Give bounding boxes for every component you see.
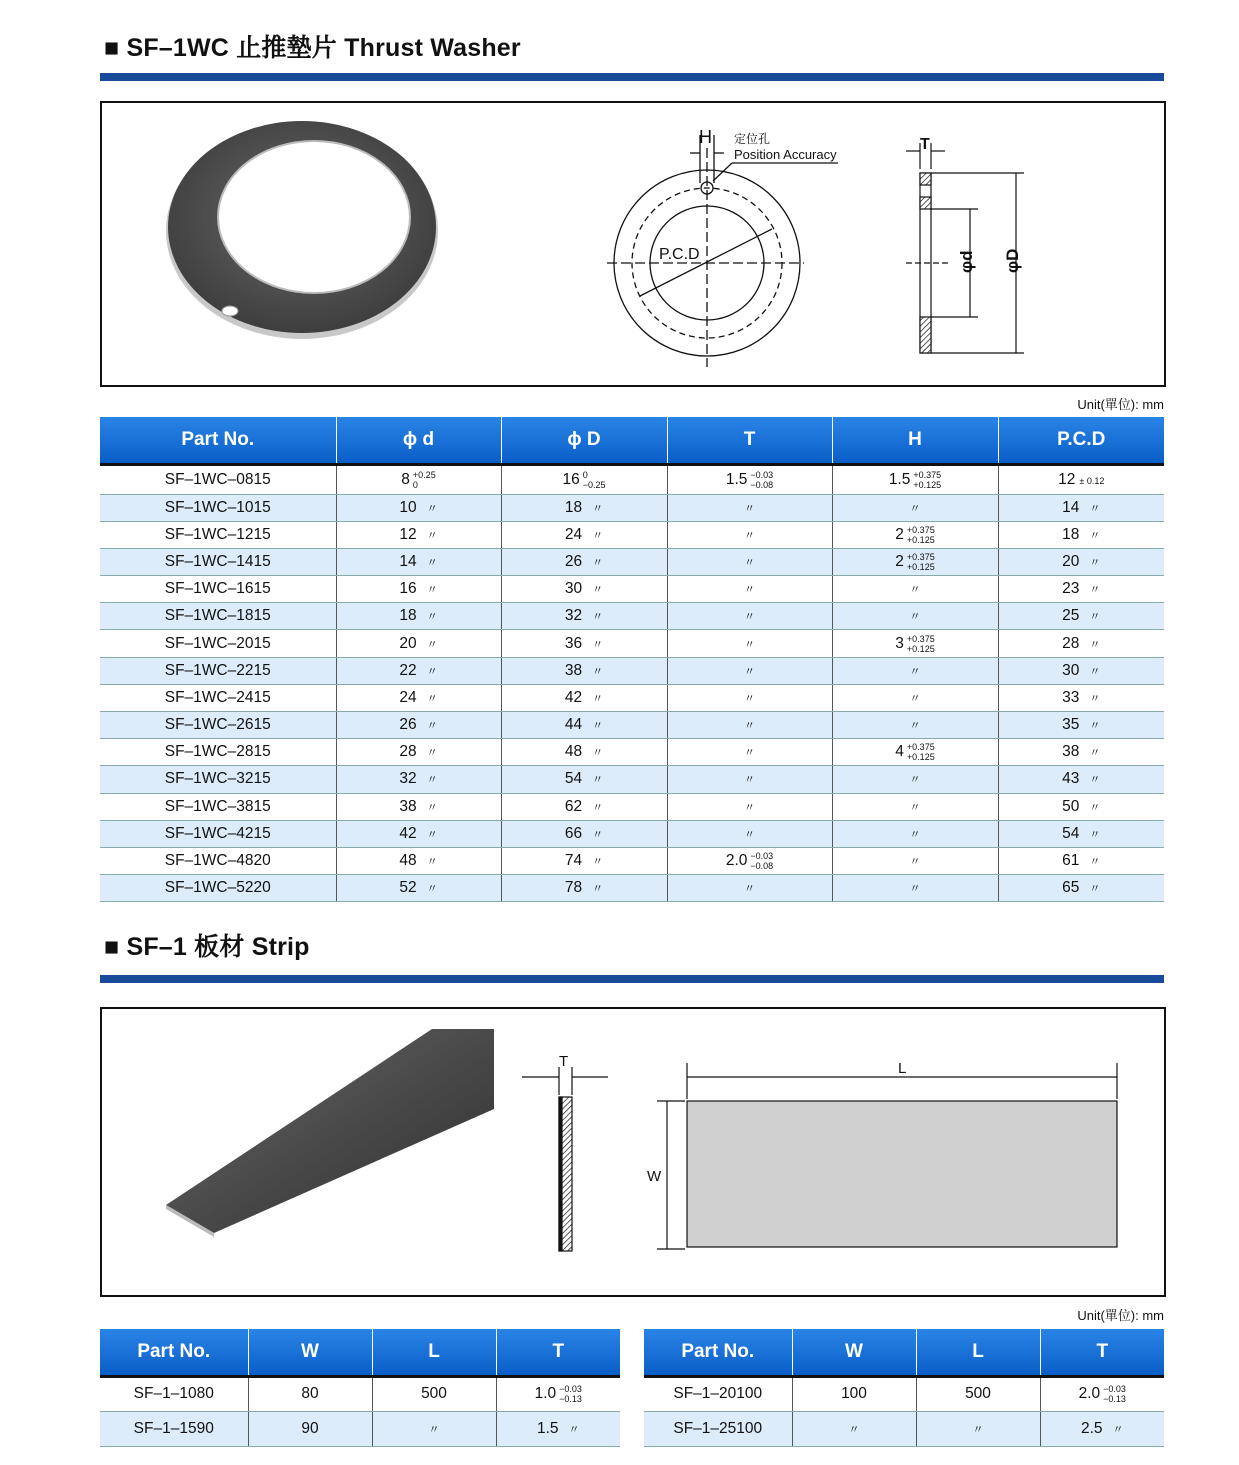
outer-d-value: 62	[564, 797, 583, 815]
part-number: SF–1WC–2215	[164, 661, 271, 679]
outer-d-value: 54	[564, 770, 583, 788]
hole-h-tolerance-lower: +0.125	[906, 561, 935, 572]
hole-h-tolerance	[913, 470, 941, 490]
table-row	[100, 548, 1164, 575]
table-row	[100, 739, 1164, 766]
hole-h-ditto: 〃	[909, 883, 921, 896]
strip-side-view	[522, 1067, 608, 1251]
hole-h-tolerance	[907, 525, 935, 545]
washer-photo	[166, 121, 438, 339]
inner-d-value: 28	[399, 743, 417, 761]
inner-d-value: 38	[399, 797, 417, 815]
table-row	[100, 847, 1164, 874]
hole-h-ditto: 〃	[909, 720, 921, 733]
outer-d-ditto: 〃	[592, 665, 604, 678]
pcd-value: 12	[1058, 470, 1076, 488]
table-row	[100, 684, 1164, 711]
outer-d-ditto: 〃	[592, 801, 604, 814]
pcd-value: 18	[1062, 525, 1080, 543]
washer-front-view	[607, 135, 838, 367]
part-number: SF–1WC–1815	[164, 607, 271, 625]
strip-section-title: ■ SF–1 板材 Strip	[104, 933, 310, 961]
col-outer-d: ϕ D	[501, 417, 667, 464]
table-row	[100, 793, 1164, 820]
thickness-ditto: 〃	[568, 1423, 580, 1436]
table-row	[100, 576, 1164, 603]
inner-d-ditto: 〃	[426, 556, 438, 569]
thickness-tolerance-lower: −0.08	[750, 479, 774, 490]
strip-t-label: T	[559, 1053, 569, 1070]
width-value: 100	[841, 1385, 867, 1402]
table-row	[100, 1411, 620, 1446]
inner-d-value: 32	[399, 770, 417, 788]
strip-unit-note: Unit(單位): mm	[1077, 1308, 1164, 1323]
strip-left-col-part: Part No.	[100, 1329, 248, 1376]
pcd-ditto: 〃	[1089, 801, 1101, 814]
washer-drawing	[102, 103, 1164, 385]
inner-d-value: 14	[399, 552, 417, 570]
outer-d-ditto: 〃	[592, 584, 604, 597]
thickness-ditto: 〃	[744, 665, 755, 678]
washer-diagram-panel	[100, 101, 1166, 387]
strip-w-label: W	[647, 1168, 662, 1185]
thickness-tolerance	[559, 1384, 582, 1404]
hole-h-tolerance	[907, 742, 935, 762]
outer-d-value: 26	[564, 552, 583, 570]
thickness-ditto: 〃	[744, 801, 755, 814]
outer-d-ditto: 〃	[592, 502, 604, 515]
width-value: 80	[301, 1385, 319, 1402]
inner-d-ditto: 〃	[426, 720, 438, 733]
pcd-value: 65	[1062, 879, 1080, 897]
hole-h-tolerance	[907, 634, 935, 654]
thickness-tolerance	[1103, 1384, 1126, 1404]
outer-d-ditto: 〃	[592, 774, 604, 787]
pcd-value: 14	[1062, 498, 1080, 516]
thickness-value: 2.0	[1078, 1385, 1101, 1403]
washer-t-label: T	[920, 136, 930, 153]
table-row	[100, 494, 1164, 521]
hole-h-ditto: 〃	[909, 502, 921, 515]
strip-right-col-t: T	[1040, 1329, 1164, 1376]
hole-h-ditto: 〃	[909, 611, 921, 624]
inner-d-value: 10	[399, 498, 417, 516]
inner-d-ditto: 〃	[426, 665, 438, 678]
washer-unit-note: Unit(單位): mm	[1077, 397, 1164, 412]
outer-d-value: 44	[564, 716, 583, 734]
table-row	[100, 603, 1164, 630]
col-thickness: T	[667, 417, 832, 464]
thickness-ditto: 〃	[744, 638, 755, 651]
thickness-value: 2.0	[725, 852, 748, 870]
outer-d-ditto: 〃	[592, 638, 604, 651]
hole-h-ditto: 〃	[909, 828, 921, 841]
pcd-value: 61	[1062, 852, 1080, 870]
thickness-tolerance	[750, 851, 773, 871]
inner-d-value: 26	[399, 716, 417, 734]
inner-d-ditto: 〃	[426, 774, 438, 787]
part-number: SF–1–1590	[133, 1419, 214, 1437]
pcd-ditto: 〃	[1089, 856, 1101, 869]
thickness-tolerance-lower: −0.08	[750, 861, 774, 872]
pcd-value: 50	[1062, 797, 1080, 815]
inner-d-ditto: 〃	[426, 747, 438, 760]
col-part-no: Part No.	[100, 417, 336, 464]
thickness-tolerance-upper: −0.03	[750, 851, 774, 862]
outer-d-value: 42	[564, 688, 583, 706]
hole-h-value: 1.5	[888, 470, 911, 488]
table-row	[100, 464, 1164, 494]
outer-d-value: 30	[564, 580, 583, 598]
pcd-ditto: 〃	[1089, 720, 1101, 733]
outer-d-ditto: 〃	[592, 529, 604, 542]
inner-d-tolerance	[413, 470, 436, 490]
inner-d-ditto: 〃	[426, 611, 438, 624]
inner-d-ditto: 〃	[426, 828, 438, 841]
table-row	[100, 657, 1164, 684]
thickness-ditto: 〃	[744, 883, 755, 896]
hole-h-value: 4	[895, 743, 904, 761]
strip-l-label: L	[898, 1060, 907, 1077]
inner-d-ditto: 〃	[426, 801, 438, 814]
pcd-value: 43	[1062, 770, 1080, 788]
hole-h-ditto: 〃	[909, 665, 921, 678]
part-number: SF–1WC–1415	[164, 552, 271, 570]
outer-d-ditto: 〃	[592, 720, 604, 733]
part-number: SF–1WC–0815	[164, 470, 271, 488]
hole-h-tolerance-lower: +0.125	[906, 643, 935, 654]
table-row	[100, 712, 1164, 739]
strip-plate-view	[657, 1063, 1117, 1249]
pcd-ditto: 〃	[1089, 611, 1101, 624]
outer-d-tolerance-upper: 0	[582, 469, 588, 480]
thickness-ditto: 〃	[744, 529, 755, 542]
thickness-ditto: 〃	[744, 774, 755, 787]
outer-d-value: 18	[564, 498, 583, 516]
part-number: SF–1WC–5220	[164, 879, 271, 897]
length-value: 500	[965, 1385, 991, 1402]
washer-side-view	[906, 143, 1024, 353]
strip-table-right	[644, 1329, 1164, 1447]
outer-d-value: 32	[564, 607, 583, 625]
outer-d-ditto: 〃	[592, 747, 604, 760]
outer-diameter-label: φD	[1003, 248, 1022, 273]
outer-d-ditto: 〃	[592, 883, 604, 896]
part-number: SF–1WC–1215	[164, 525, 271, 543]
pcd-ditto: 〃	[1089, 774, 1101, 787]
hole-h-ditto: 〃	[909, 801, 921, 814]
strip-drawing	[102, 1009, 1164, 1295]
part-number: SF–1WC–2615	[164, 716, 271, 734]
thickness-ditto: 〃	[1112, 1423, 1124, 1436]
length-ditto: 〃	[972, 1423, 984, 1436]
pcd-tolerance: ± 0.12	[1079, 475, 1105, 486]
hole-h-ditto: 〃	[909, 584, 921, 597]
pcd-value: 38	[1062, 743, 1080, 761]
inner-d-ditto: 〃	[426, 529, 438, 542]
part-number: SF–1WC–2015	[164, 634, 271, 652]
washer-spec-table	[100, 417, 1164, 902]
inner-d-tolerance-upper: +0.25	[412, 469, 436, 480]
hole-h-tolerance-lower: +0.125	[906, 534, 935, 545]
thickness-ditto: 〃	[744, 502, 755, 515]
inner-d-ditto: 〃	[426, 584, 438, 597]
hole-h-tolerance-lower: +0.125	[906, 752, 935, 763]
inner-diameter-label: φd	[957, 250, 976, 273]
strip-title-bar	[100, 975, 1164, 983]
hole-h-tolerance	[907, 552, 935, 572]
part-number: SF–1WC–3815	[164, 797, 271, 815]
outer-d-tolerance	[583, 470, 606, 490]
outer-d-tolerance-lower: −0.25	[582, 479, 606, 490]
pcd-ditto: 〃	[1089, 747, 1101, 760]
thickness-ditto: 〃	[744, 584, 755, 597]
table-row	[100, 521, 1164, 548]
outer-d-ditto: 〃	[592, 556, 604, 569]
strip-table-left	[100, 1329, 620, 1447]
inner-d-ditto: 〃	[426, 692, 438, 705]
outer-d-value: 38	[564, 661, 583, 679]
outer-d-value: 78	[564, 879, 583, 897]
hole-h-tolerance-upper: +0.375	[906, 742, 935, 753]
inner-d-value: 22	[399, 661, 417, 679]
strip-left-col-w: W	[248, 1329, 372, 1376]
strip-left-col-t: T	[496, 1329, 620, 1376]
hole-h-value: 3	[895, 634, 904, 652]
washer-h-label: H	[699, 127, 712, 147]
pcd-value: 20	[1062, 552, 1080, 570]
pcd-ditto: 〃	[1089, 529, 1101, 542]
part-number: SF–1–1080	[133, 1385, 214, 1402]
strip-right-col-w: W	[792, 1329, 916, 1376]
strip-left-col-l: L	[372, 1329, 496, 1376]
thickness-ditto: 〃	[744, 611, 755, 624]
part-number: SF–1–25100	[673, 1419, 763, 1437]
part-number: SF–1WC–1615	[164, 580, 271, 598]
part-number: SF–1–20100	[673, 1385, 763, 1402]
pcd-ditto: 〃	[1089, 828, 1101, 841]
inner-d-ditto: 〃	[426, 502, 438, 515]
pcd-value: 25	[1062, 607, 1080, 625]
hole-h-tolerance-upper: +0.375	[913, 469, 942, 480]
table-row	[100, 1376, 620, 1411]
pcd-value: 54	[1062, 824, 1080, 842]
outer-d-value: 74	[564, 852, 583, 870]
hole-h-ditto: 〃	[909, 692, 921, 705]
hole-h-tolerance-upper: +0.375	[906, 524, 935, 535]
table-row	[100, 766, 1164, 793]
pcd-ditto: 〃	[1089, 638, 1101, 651]
position-accuracy-en: Position Accuracy	[734, 147, 837, 162]
inner-d-value: 24	[399, 688, 417, 706]
outer-d-value: 66	[564, 824, 583, 842]
thickness-tolerance-lower: −0.13	[559, 1394, 582, 1404]
inner-d-ditto: 〃	[426, 638, 438, 651]
part-number: SF–1WC–2815	[164, 743, 271, 761]
hole-h-ditto: 〃	[909, 856, 921, 869]
length-ditto: 〃	[428, 1423, 440, 1436]
inner-d-value: 18	[399, 607, 417, 625]
thickness-value: 1.5	[536, 1419, 559, 1437]
thickness-tolerance-upper: −0.03	[750, 469, 774, 480]
hole-h-tolerance-lower: +0.125	[913, 479, 942, 490]
inner-d-value: 20	[399, 634, 417, 652]
inner-d-value: 48	[399, 852, 417, 870]
inner-d-value: 52	[399, 879, 417, 897]
pcd-ditto: 〃	[1089, 584, 1101, 597]
outer-d-ditto: 〃	[592, 856, 604, 869]
hole-h-tolerance-upper: +0.375	[906, 551, 935, 562]
thickness-ditto: 〃	[744, 720, 755, 733]
width-ditto: 〃	[848, 1423, 860, 1436]
thickness-tolerance-upper: −0.03	[559, 1384, 582, 1394]
table-row	[100, 630, 1164, 657]
thickness-ditto: 〃	[744, 556, 755, 569]
outer-d-value: 16	[562, 470, 580, 488]
col-hole-h: H	[832, 417, 998, 464]
length-value: 500	[421, 1385, 447, 1402]
thickness-tolerance-lower: −0.13	[1103, 1394, 1126, 1404]
table-row	[644, 1376, 1164, 1411]
thickness-ditto: 〃	[744, 747, 755, 760]
table-row	[100, 875, 1164, 902]
strip-right-col-part: Part No.	[644, 1329, 792, 1376]
thickness-value: 1.5	[725, 470, 748, 488]
thickness-tolerance	[750, 470, 773, 490]
part-number: SF–1WC–3215	[164, 770, 271, 788]
washer-section-title: ■ SF–1WC 止推墊片 Thrust Washer	[104, 34, 521, 62]
hole-h-value: 2	[895, 553, 904, 571]
part-number: SF–1WC–4820	[164, 852, 271, 870]
part-number: SF–1WC–1015	[164, 498, 271, 516]
pcd-value: 33	[1062, 688, 1080, 706]
thickness-ditto: 〃	[744, 692, 755, 705]
thickness-ditto: 〃	[744, 828, 755, 841]
pcd-value: 28	[1062, 634, 1080, 652]
table-row	[644, 1411, 1164, 1446]
outer-d-ditto: 〃	[592, 828, 604, 841]
pcd-ditto: 〃	[1089, 692, 1101, 705]
inner-d-value: 42	[399, 824, 417, 842]
thickness-tolerance-upper: −0.03	[1103, 1384, 1126, 1394]
hole-h-tolerance-upper: +0.375	[906, 633, 935, 644]
inner-d-value: 16	[399, 580, 417, 598]
col-inner-d: ϕ d	[336, 417, 501, 464]
part-number: SF–1WC–4215	[164, 824, 271, 842]
outer-d-value: 24	[564, 525, 583, 543]
strip-right-col-l: L	[916, 1329, 1040, 1376]
washer-title-bar	[100, 73, 1164, 81]
inner-d-tolerance-lower: 0	[412, 479, 418, 490]
thickness-value: 2.5	[1080, 1419, 1103, 1437]
table-row	[100, 820, 1164, 847]
outer-d-value: 36	[564, 634, 583, 652]
thickness-value: 1.0	[534, 1385, 557, 1403]
outer-d-ditto: 〃	[592, 611, 604, 624]
pcd-ditto: 〃	[1089, 556, 1101, 569]
pcd-ditto: 〃	[1089, 665, 1101, 678]
hole-h-value: 2	[895, 525, 904, 543]
pcd-value: 30	[1062, 661, 1080, 679]
inner-d-value: 12	[399, 525, 417, 543]
inner-d-ditto: 〃	[426, 883, 438, 896]
inner-d-value: 8	[401, 470, 410, 488]
strip-diagram-panel	[100, 1007, 1166, 1297]
pcd-ditto: 〃	[1089, 883, 1101, 896]
outer-d-ditto: 〃	[592, 692, 604, 705]
outer-d-value: 48	[564, 743, 583, 761]
inner-d-ditto: 〃	[426, 856, 438, 869]
part-number: SF–1WC–2415	[164, 688, 271, 706]
pcd-value: 35	[1062, 716, 1080, 734]
width-value: 90	[301, 1419, 319, 1437]
pcd-label: P.C.D	[659, 246, 700, 263]
hole-h-ditto: 〃	[909, 774, 921, 787]
position-hole-cn: 定位孔	[734, 132, 771, 146]
pcd-ditto: 〃	[1089, 502, 1101, 515]
pcd-value: 23	[1062, 580, 1080, 598]
col-pcd: P.C.D	[998, 417, 1164, 464]
strip-photo	[166, 1029, 494, 1233]
